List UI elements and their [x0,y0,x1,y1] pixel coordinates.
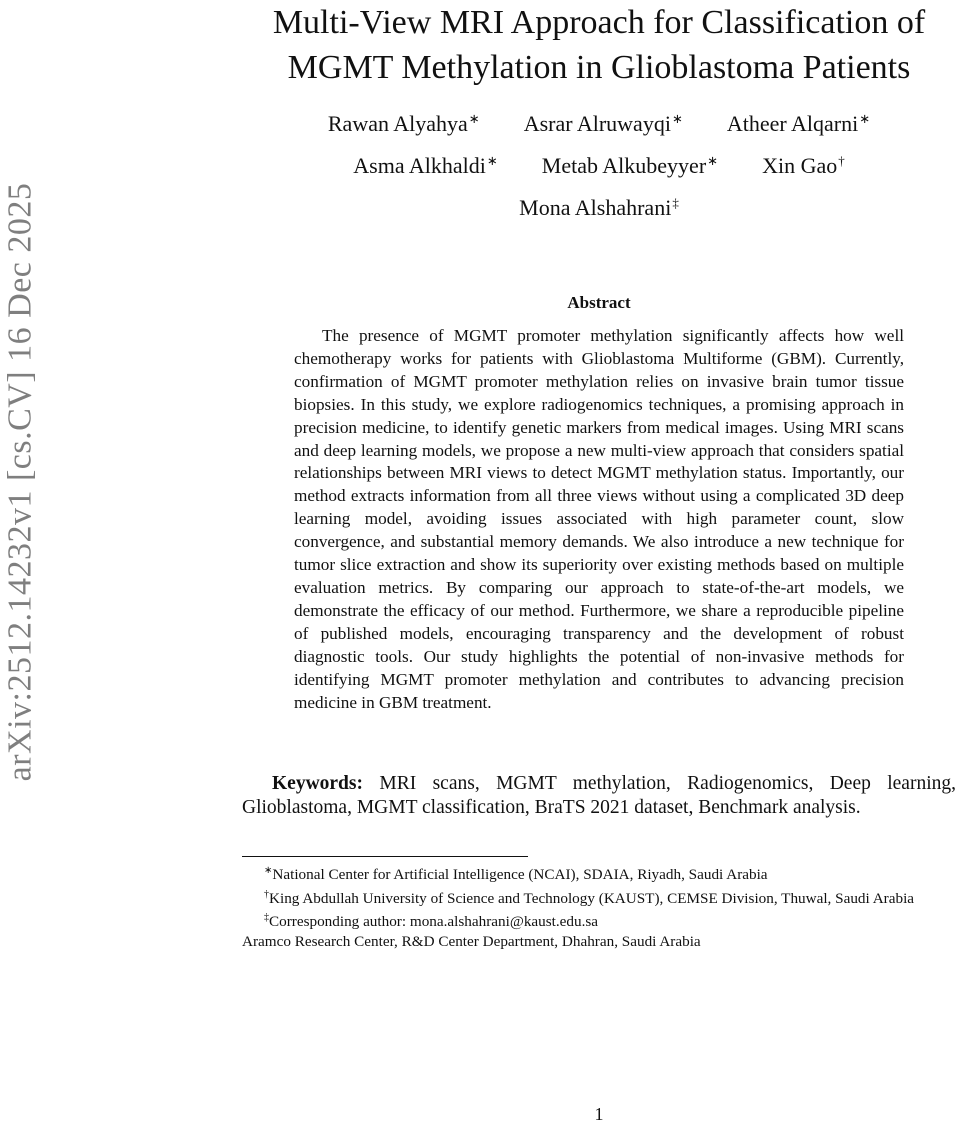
author [524,111,683,137]
author-affiliation-mark: † [838,153,845,168]
footnote-text: Corresponding author: mona.alshahrani@kaust.edu.sa [269,913,599,930]
footnote [242,861,956,885]
author-affiliation-mark: ∗ [671,111,683,126]
author [328,111,480,137]
author-name: Asrar Alruwayqi [523,111,671,136]
footnote-text: Aramco Research Center, R&D Center Department, Dhahran, Saudi Arabia [242,932,701,950]
paper-title-line-2: MGMT Methylation in Glioblastoma Patients [287,49,911,86]
author-name: Mona Alshahrani [519,195,672,220]
author-name: Atheer Alqarni [726,111,859,136]
author-affiliation-mark: ∗ [468,111,480,126]
footnote-mark: ∗ [264,865,273,876]
footnote [242,932,956,952]
author-affiliation-mark: ∗ [486,153,498,168]
keywords-label: Keywords: [272,773,363,794]
keywords-paragraph [242,772,956,820]
paper-title-line-1: Multi-View MRI Approach for Classification of [272,4,926,41]
author-row-3 [242,195,956,221]
paper-title [242,0,956,90]
author [353,153,498,179]
footnote-divider [242,856,528,857]
author-name: Xin Gao [762,153,838,178]
author-row-2 [242,153,956,179]
author-name: Asma Alkhaldi [353,153,486,178]
author-affiliation-mark: ∗ [707,153,719,168]
author-name: Rawan Alyahya [327,111,468,136]
page-number: 1 [594,1104,604,1124]
keywords-text: MRI scans, MGMT methylation, Radiogenomics, Deep learning, Glioblastoma, MGMT classification, BraTS 2021 dataset, Benchmark analysis. [242,773,956,818]
abstract-heading: Abstract [567,293,631,312]
author [762,153,845,179]
arxiv-identifier-stamp [0,118,40,846]
author [542,153,718,179]
arxiv-identifier-text: arXiv:2512.14232v1 [cs.CV] 16 Dec 2025 [1,182,39,782]
footnote-text: National Center for Artificial Intelligence (NCAI), SDAIA, Riyadh, Saudi Arabia [272,866,768,883]
footnotes [242,861,956,951]
author [519,195,679,221]
author-name: Metab Alkubeyyer [541,153,707,178]
footnote [242,885,956,909]
abstract-text: The presence of MGMT promoter methylation significantly affects how well chemotherapy works for patients with Glioblastoma Multiforme (GBM). Currently, confirmation of MGMT promoter methylation relies on invasive brain tumor tissue biopsies. In this study, we explore radiogenomics techniques, a promising approach in precision medicine, to identify genetic markers from medical images. Using MRI scans and deep learning models, we propose a new multi-view approach that considers spatial relationships between MRI views to detect MGMT methylation status. Importantly, our method extracts information from all three views without using a complicated 3D deep learning model, avoiding issues associated with high parameter count, slow convergence, and substantial memory demands. We also introduce a new technique for tumor slice extraction and show its superiority over existing methods based on multiple evaluation metrics. By comparing our approach to state-of-the-art models, we demonstrate the efficacy of our method. Furthermore, we share a reproducible pipeline of published models, encouraging transparency and the development of robust diagnostic tools. Our study highlights the potential of non-invasive methods for identifying MGMT promoter methylation and contributes to advancing precision medicine in GBM treatment. [294,326,904,712]
author-row-1 [242,111,956,137]
footnote-mark: † [264,888,269,900]
footnote-text: King Abdullah University of Science and Technology (KAUST), CEMSE Division, Thuwal, Saudi Arabia [269,889,915,907]
author [727,111,870,137]
footnote [242,908,956,932]
author-affiliation-mark: ∗ [859,111,871,126]
footnote-mark: ‡ [264,912,269,923]
author-affiliation-mark: ‡ [672,195,679,210]
